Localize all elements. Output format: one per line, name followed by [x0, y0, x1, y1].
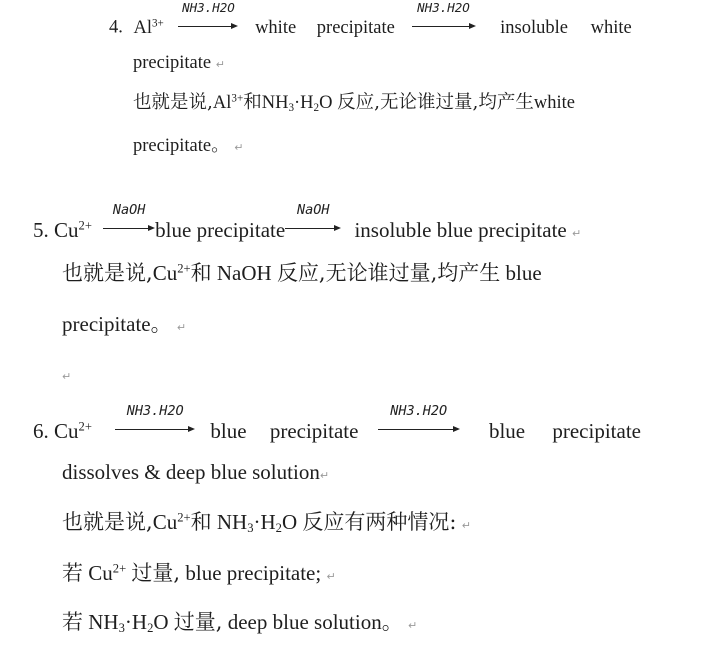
formula: $NH_3\cdot H_2O$ [261, 93, 333, 114]
product: blue precipitate [155, 218, 286, 242]
item-number: 6. [33, 419, 49, 443]
paragraph-mark: ↵ [571, 227, 582, 240]
item6-note: 也就是说$,Cu^{2+}$和 $NH_3\cdot H_2O$ 反应有两种情况: ↵ [62, 510, 471, 536]
paragraph-mark: ↵ [234, 141, 244, 154]
reagent-label: NaOH [112, 202, 146, 218]
item-number: 5. [33, 218, 49, 242]
product: dissolves & deep blue solution [62, 460, 320, 484]
product: insoluble blue precipitate [354, 218, 567, 242]
ion: $Cu^{2+}$ [152, 510, 191, 534]
reagent-label: NaOH [296, 202, 330, 218]
ion: $Cu^{2+}$ [88, 561, 127, 585]
reagent-label: NH3.H2O [126, 403, 184, 419]
product: insoluble [500, 17, 568, 38]
reaction-arrow [178, 0, 238, 33]
paragraph-mark: ↵ [176, 321, 187, 334]
product: white [255, 17, 297, 38]
reaction-arrow [285, 202, 341, 237]
item4-equation [109, 0, 632, 38]
item6-case2: 若 $NH_3\cdot H_2O$ 过量, deep blue solution。 ↵ [62, 610, 418, 636]
empty-paragraph [62, 368, 71, 384]
reaction-arrow [378, 403, 460, 438]
reagent-label: NH3.H2O [182, 0, 235, 15]
product: white [590, 17, 632, 38]
item6-case1: 若 $Cu^{2+}$ 过量, blue precipitate; ↵ [62, 561, 336, 585]
product: precipitate [133, 53, 212, 73]
reaction-arrow [412, 0, 476, 33]
item4-equation-cont [133, 54, 225, 73]
paragraph-mark: ↵ [319, 469, 330, 482]
item4-note: 也就是说$,Al^{3+}$和$NH_3\cdot H_2O$ 反应,无论谁过量,均产生white [133, 92, 575, 114]
product: precipitate [269, 419, 359, 443]
paragraph-mark: ↵ [326, 570, 336, 583]
ion: $Al^{3+}$ [133, 16, 164, 38]
item5-note-cont: precipitate。 ↵ [62, 312, 187, 336]
paragraph-mark: ↵ [407, 619, 418, 632]
paragraph-mark: ↵ [215, 58, 225, 71]
paragraph-mark: ↵ [62, 370, 72, 383]
product: blue [210, 419, 247, 443]
reagent-label: NH3.H2O [390, 403, 448, 419]
item5-note: 也就是说$,Cu^{2+}$和 NaOH 反应,无论谁过量,均产生 blue [62, 261, 542, 285]
product: blue [488, 419, 526, 443]
item4-note-cont: precipitate。 ↵ [133, 136, 244, 156]
item6-equation-cont [62, 462, 329, 483]
product: precipitate [316, 17, 395, 38]
paragraph-mark: ↵ [461, 519, 471, 532]
item6-equation [33, 403, 641, 443]
reagent-label: NH3.H2O [417, 0, 470, 15]
ion: $Cu^{2+}$ [152, 261, 191, 285]
item5-equation [33, 202, 582, 242]
formula: $NH_3\cdot H_2O$ [216, 510, 298, 536]
ion: $Cu^{2+}$ [54, 419, 92, 443]
ion: $Al^{3+}$ [212, 92, 244, 113]
formula: $NH_3\cdot H_2O$ [88, 610, 169, 636]
product: precipitate [552, 419, 641, 443]
item-number: 4. [109, 17, 123, 38]
reaction-arrow [115, 403, 195, 438]
ion: $Cu^{2+}$ [54, 218, 92, 242]
reaction-arrow [103, 202, 155, 237]
